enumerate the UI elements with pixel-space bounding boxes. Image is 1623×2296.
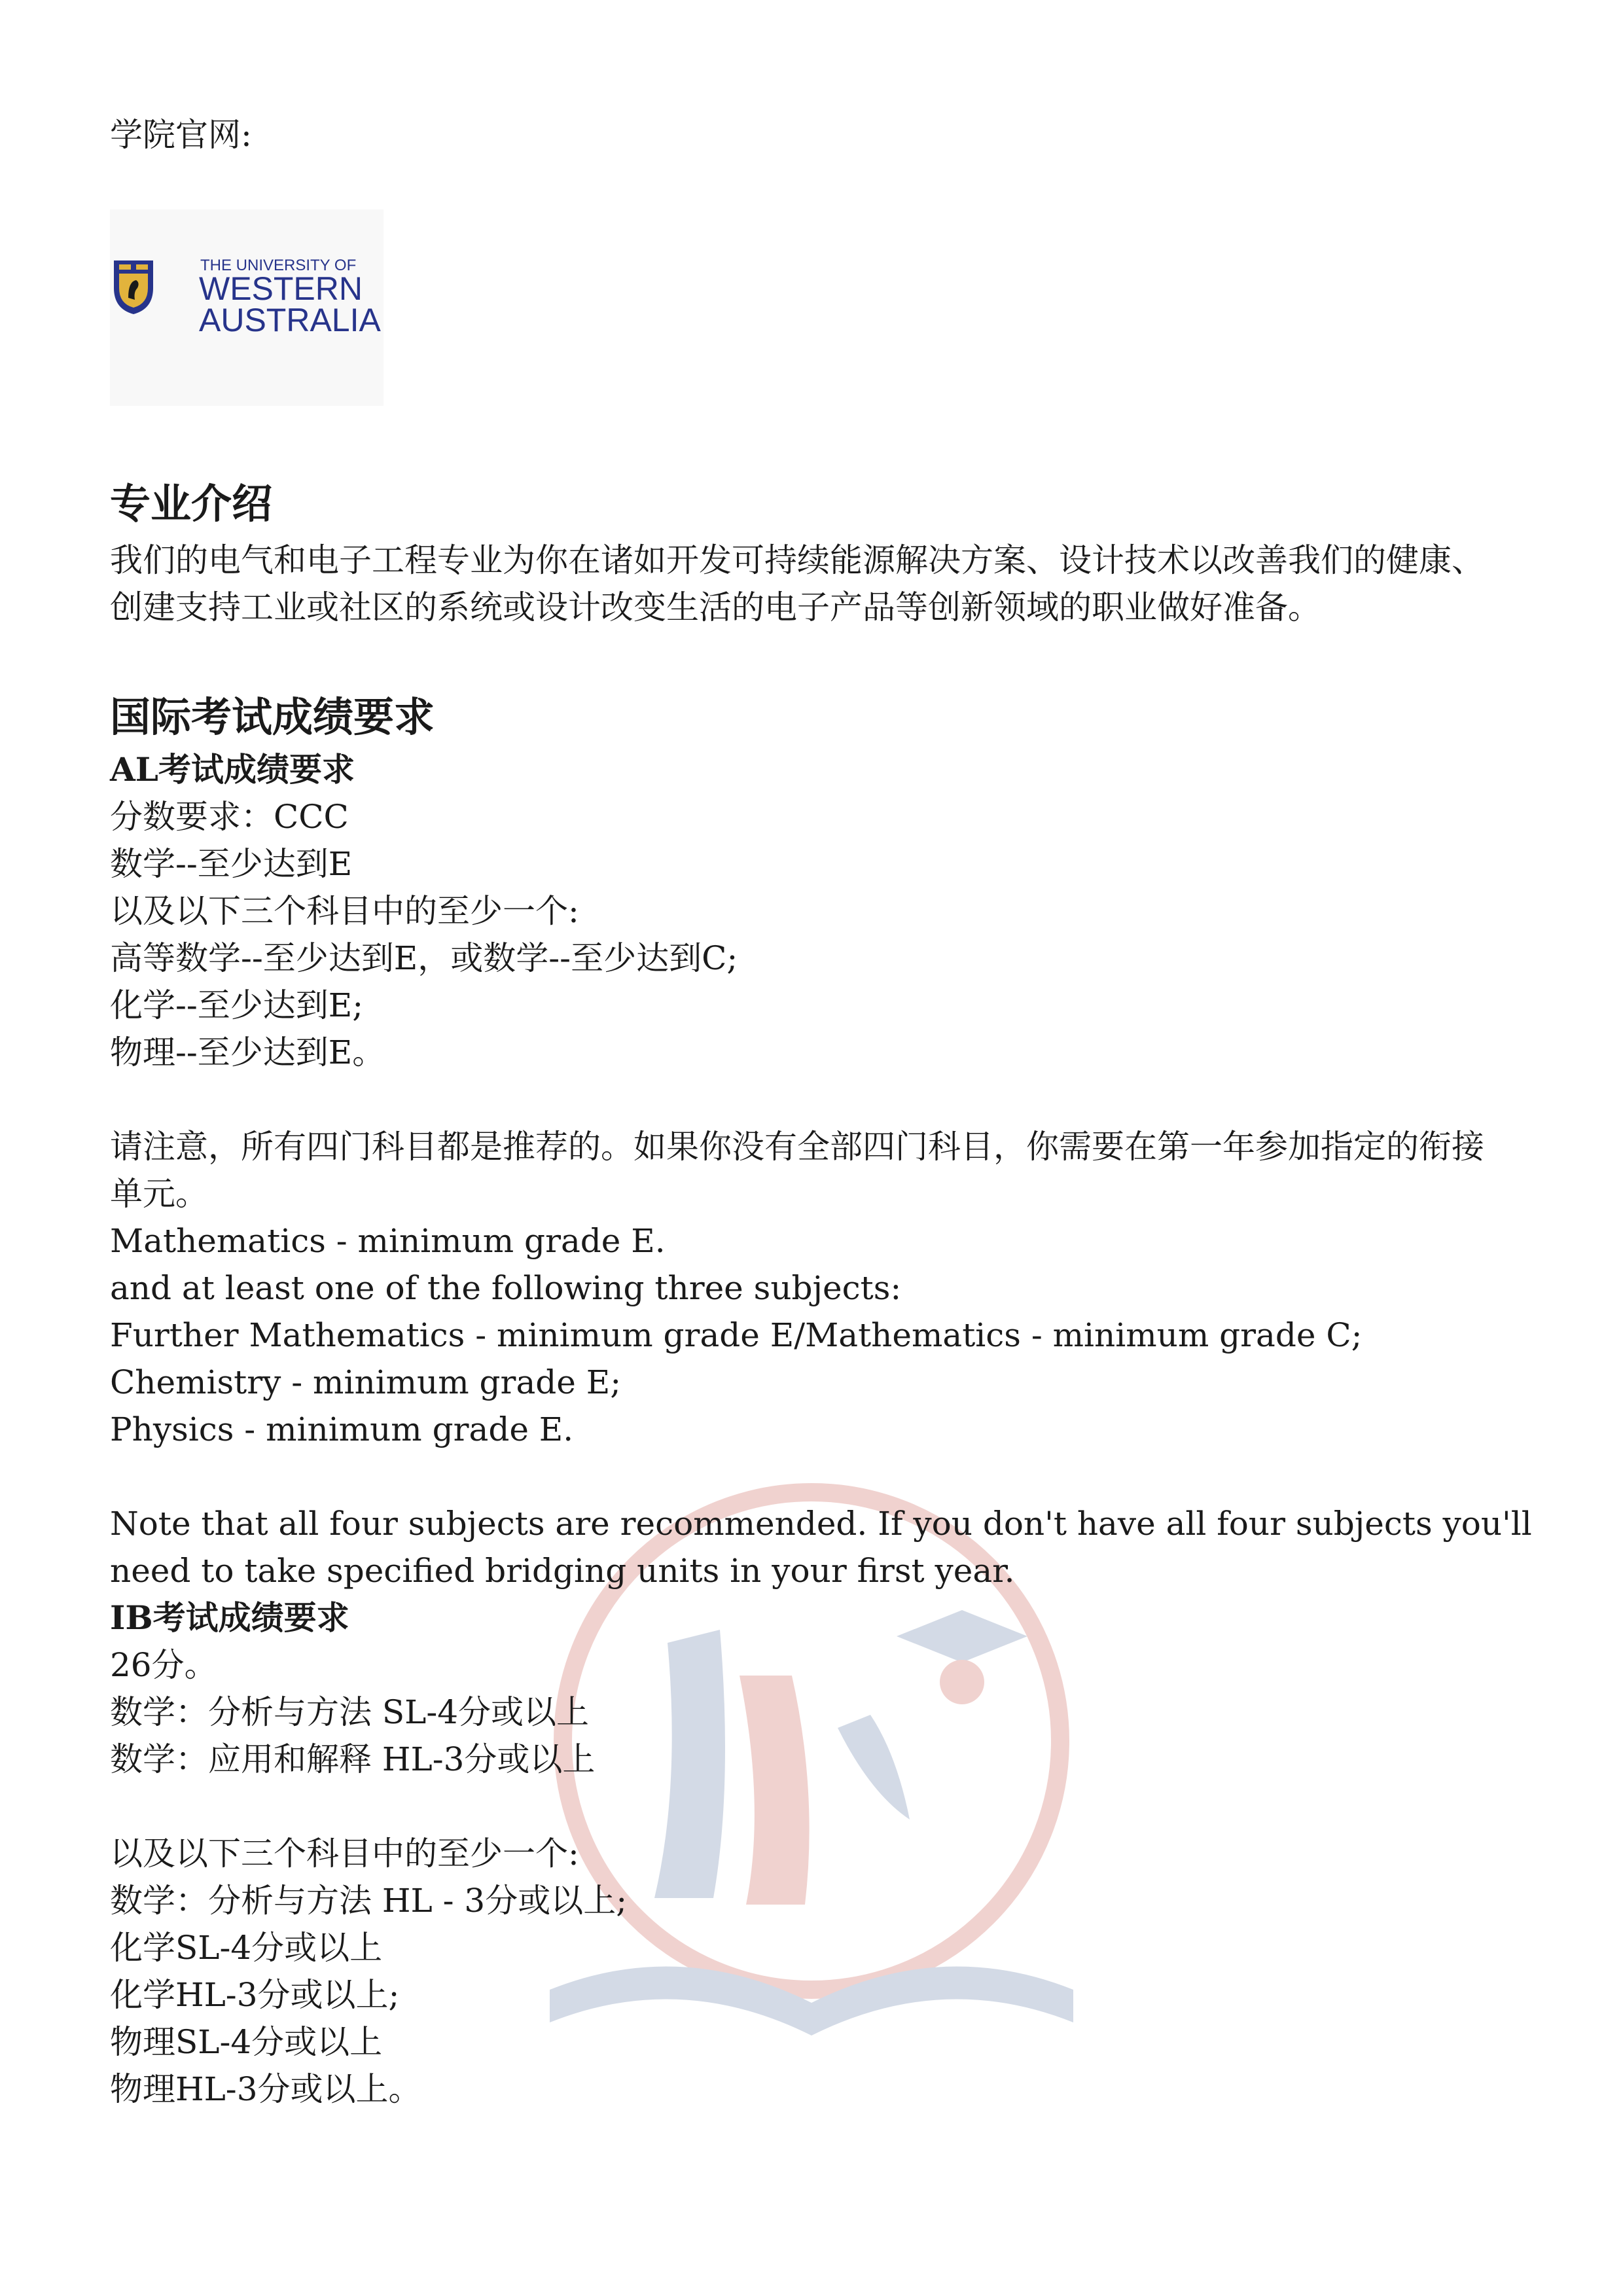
- al-english-line: Chemistry - minimum grade E;: [110, 1363, 622, 1401]
- ib-line2: 以及以下三个科目中的至少一个:: [110, 1835, 579, 1873]
- al-heading: AL考试成绩要求: [110, 750, 355, 789]
- al-line: 分数要求：CCC: [110, 798, 349, 836]
- ib-line2: 物理SL-4分或以上: [110, 2023, 383, 2061]
- ib-line2: 数学：分析与方法 HL - 3分或以上;: [110, 1882, 628, 1920]
- intro-heading: 专业介绍: [110, 480, 273, 528]
- al-english-line: and at least one of the following three subjects:: [110, 1269, 902, 1307]
- al-note-en: need to take specified bridging units in your first year.: [110, 1552, 1015, 1590]
- ib-heading: IB考试成绩要求: [110, 1598, 349, 1637]
- al-english-line: Further Mathematics - minimum grade E/Mathematics - minimum grade C;: [110, 1316, 1363, 1354]
- al-line: 物理--至少达到E。: [110, 1033, 385, 1071]
- logo-line2: WESTERN: [199, 270, 363, 307]
- ib-line: 数学：应用和解释 HL-3分或以上: [110, 1740, 596, 1778]
- al-line: 数学--至少达到E: [110, 845, 353, 883]
- ib-line2: 化学SL-4分或以上: [110, 1929, 383, 1967]
- al-english-line: Mathematics - minimum grade E.: [110, 1222, 666, 1260]
- ib-line: 26分。: [110, 1646, 217, 1684]
- ib-line2: 化学HL-3分或以上;: [110, 1976, 400, 2014]
- ib-line: 数学：分析与方法 SL-4分或以上: [110, 1693, 590, 1731]
- al-english-line: Physics - minimum grade E.: [110, 1410, 574, 1448]
- intro-line-2: 创建支持工业或社区的系统或设计改变生活的电子产品等创新领域的职业做好准备。: [110, 588, 1321, 626]
- requirements-heading: 国际考试成绩要求: [110, 693, 435, 741]
- al-line: 以及以下三个科目中的至少一个:: [110, 892, 579, 930]
- intro-line-1: 我们的电气和电子工程专业为你在诸如开发可持续能源解决方案、设计技术以改善我们的健康、: [110, 541, 1484, 579]
- logo-line3: AUSTRALIA: [199, 302, 381, 338]
- al-note-en: Note that all four subjects are recommended. If you don't have all four subjects you'll: [110, 1505, 1532, 1543]
- ib-line2: 物理HL-3分或以上。: [110, 2070, 421, 2108]
- uwa-logo: [110, 209, 383, 406]
- logo-line1: THE UNIVERSITY OF: [200, 257, 357, 274]
- al-note-cn: 请注意，所有四门科目都是推荐的。如果你没有全部四门科目，你需要在第一年参加指定的衔接: [110, 1128, 1484, 1166]
- site-label: 学院官网:: [110, 116, 252, 154]
- al-line: 高等数学--至少达到E，或数学--至少达到C;: [110, 939, 738, 977]
- al-line: 化学--至少达到E;: [110, 986, 364, 1024]
- al-note-cn: 单元。: [110, 1175, 208, 1213]
- crest-icon: [114, 260, 153, 314]
